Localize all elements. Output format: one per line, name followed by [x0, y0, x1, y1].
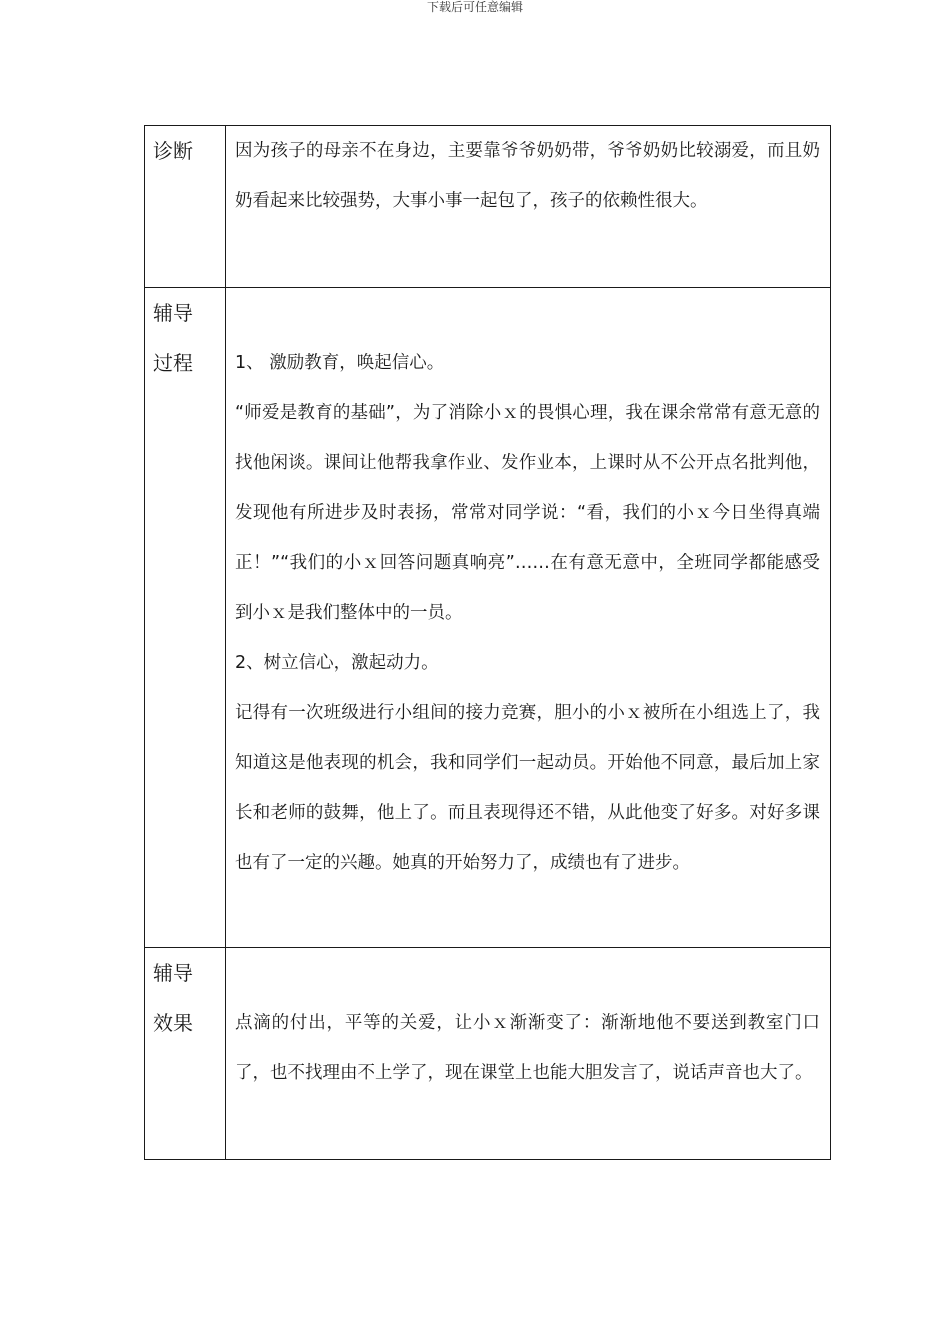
row-content-diagnosis [226, 126, 831, 288]
row-label-line: 效果 [153, 1011, 193, 1035]
diagnosis-paragraph: 因为孩子的母亲不在身边，主要靠爷爷奶奶带，爷爷奶奶比较溺爱，而且奶奶看起来比较强势，大事小事一起包了，孩子的依赖性很大。 [235, 141, 820, 211]
row-content-process [226, 288, 831, 948]
effect-paragraph: 点滴的付出，平等的关爱，让小ｘ渐渐变了：渐渐地他不要送到教室门口了，也不找理由不上学了，现在课堂上也能大胆发言了，说话声音也大了。 [235, 1013, 820, 1083]
row-label-effect [145, 948, 226, 1160]
process-heading-1: 1、 激励教育，唤起信心。 [235, 353, 445, 373]
row-label-process [145, 288, 226, 948]
process-paragraph-1: “师爱是教育的基础”，为了消除小ｘ的畏惧心理，我在课余常常有意无意的找他闲谈。课间让他帮我拿作业、发作业本，上课时从不公开点名批判他，发现他有所进步及时表扬，常常对同学说：“看，我们的小ｘ今日坐得真端正！”“我们的小ｘ回答问题真响亮”……在有意无意中，全班同学都能感受到小ｘ是我们整体中的一员。 [235, 403, 820, 623]
table-row-process [145, 288, 831, 948]
row-label-line: 辅导 [153, 301, 193, 325]
table-row-effect [145, 948, 831, 1160]
row-label-line: 过程 [153, 351, 193, 375]
row-label-line: 辅导 [153, 961, 193, 985]
table-row-diagnosis [145, 126, 831, 288]
counseling-record-table [144, 125, 831, 1160]
row-label-diagnosis [145, 126, 226, 288]
row-label-line: 诊断 [153, 139, 193, 163]
row-content-effect [226, 948, 831, 1160]
page-header: 下载后可任意编辑 [426, 0, 523, 14]
blank-line [235, 948, 820, 998]
process-paragraph-2: 记得有一次班级进行小组间的接力竞赛，胆小的小ｘ被所在小组选上了，我知道这是他表现的机会，我和同学们一起动员。开始他不同意，最后加上家长和老师的鼓舞，他上了。而且表现得还不错，从此他变了好多。对好多课也有了一定的兴趣。她真的开始努力了，成绩也有了进步。 [235, 703, 820, 873]
process-heading-2: 2、树立信心，激起动力。 [235, 653, 439, 673]
blank-line [235, 288, 820, 338]
